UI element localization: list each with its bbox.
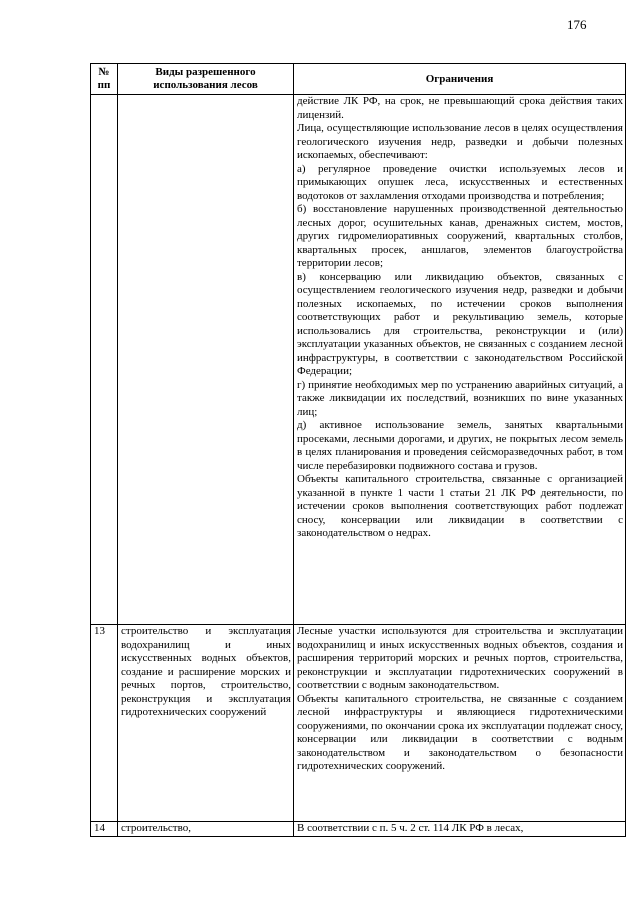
paragraph: а) регулярное проведение очистки используемых лесов и примыкающих опушек леса, искусственных и естественных водотоков от захламления отходами производства и потребления; bbox=[297, 162, 623, 202]
table-row bbox=[91, 625, 626, 822]
row-limits bbox=[294, 822, 626, 837]
row-number: 14 bbox=[91, 822, 118, 837]
row-limits bbox=[294, 625, 626, 822]
row-kind bbox=[118, 625, 294, 822]
row-number: 13 bbox=[91, 625, 118, 822]
table-header-row bbox=[91, 64, 626, 95]
row-kind bbox=[118, 95, 294, 625]
paragraph: в) консервацию или ликвидацию объектов, связанных с осуществлением геологического изучения недр, разведки и добычи полезных ископаемых, по истечении сроков выполнения соответствующих работ и рекультивацию земель, которые использовались для строительства, реконструкции и (или) эксплуатации указанных объектов, не связанных с созданием лесной инфраструктуры, в соответствии с законодательством Российской Федерации; bbox=[297, 270, 623, 377]
row-kind bbox=[118, 822, 294, 837]
paragraph: Лесные участки используются для строительства и эксплуатации водохранилищ и иных искусственных водных объектов, создания и расширения территорий морских и речных портов, строительства, реконструкции и эксплуатации гидротехнических сооружений в соответствии с водным законодательством. bbox=[297, 625, 623, 691]
restrictions-table bbox=[90, 63, 626, 837]
paragraph: В соответствии с п. 5 ч. 2 ст. 114 ЛК РФ в лесах, bbox=[297, 822, 524, 834]
paragraph: б) восстановление нарушенных производственной деятельностью лесных дорог, осушительных канав, дренажных систем, мостов, других гидромелиоративных сооружений, квартальных столбов, квартальных просек, аншлагов, элементов благоустройства территории лесов; bbox=[297, 203, 623, 269]
row-number bbox=[91, 95, 118, 625]
paragraph: Лица, осуществляющие использование лесов в целях осуществления геологического изучения недр, разведки и добычи полезных ископаемых, обеспечивают: bbox=[297, 122, 623, 161]
paragraph: д) активное использование земель, занятых квартальными просеками, лесными дорогами, и других, не покрытых лесом земель в целях планирования и проведения сейсморазведочных работ, в том числе перебазировки подвижного состава и грузов. bbox=[297, 419, 623, 472]
header-number: № пп bbox=[91, 64, 118, 95]
paragraph: действие ЛК РФ, на срок, не превышающий срока действия таких лицензий. bbox=[297, 95, 623, 121]
row-limits bbox=[294, 95, 626, 625]
header-kind: Виды разрешенного использования лесов bbox=[118, 64, 294, 95]
paragraph: г) принятие необходимых мер по устранению аварийных ситуаций, а также ликвидации их последствий, возникших по вине указанных лиц; bbox=[297, 378, 623, 418]
paragraph: строительство, bbox=[121, 822, 191, 834]
page-number: 176 bbox=[567, 17, 587, 32]
paragraph: строительство и эксплуатация водохранилищ и иных искусственных водных объектов, создание и расширение морских и речных портов, строительство, реконструкция и эксплуатация гидротехнических сооружений bbox=[121, 625, 291, 718]
table-row bbox=[91, 95, 626, 625]
paragraph: Объекты капитального строительства, не связанные с созданием лесной инфраструктуры и являющиеся гидротехническими сооружениями, по окончании срока их эксплуатации подлежат сносу, консервации или ликвидации в соответствии с водным законодательством и законодательством о безопасности гидротехнических сооружений. bbox=[297, 692, 623, 772]
table-row bbox=[91, 822, 626, 837]
header-limits: Ограничения bbox=[294, 64, 626, 95]
paragraph: Объекты капитального строительства, связанные с организацией указанной в пункте 1 части 1 статьи 21 ЛК РФ деятельности, по истечении сроков выполнения соответствующих работ подлежат сносу, консервации или ликвидации в соответствии с законодательством о недрах. bbox=[297, 473, 623, 539]
